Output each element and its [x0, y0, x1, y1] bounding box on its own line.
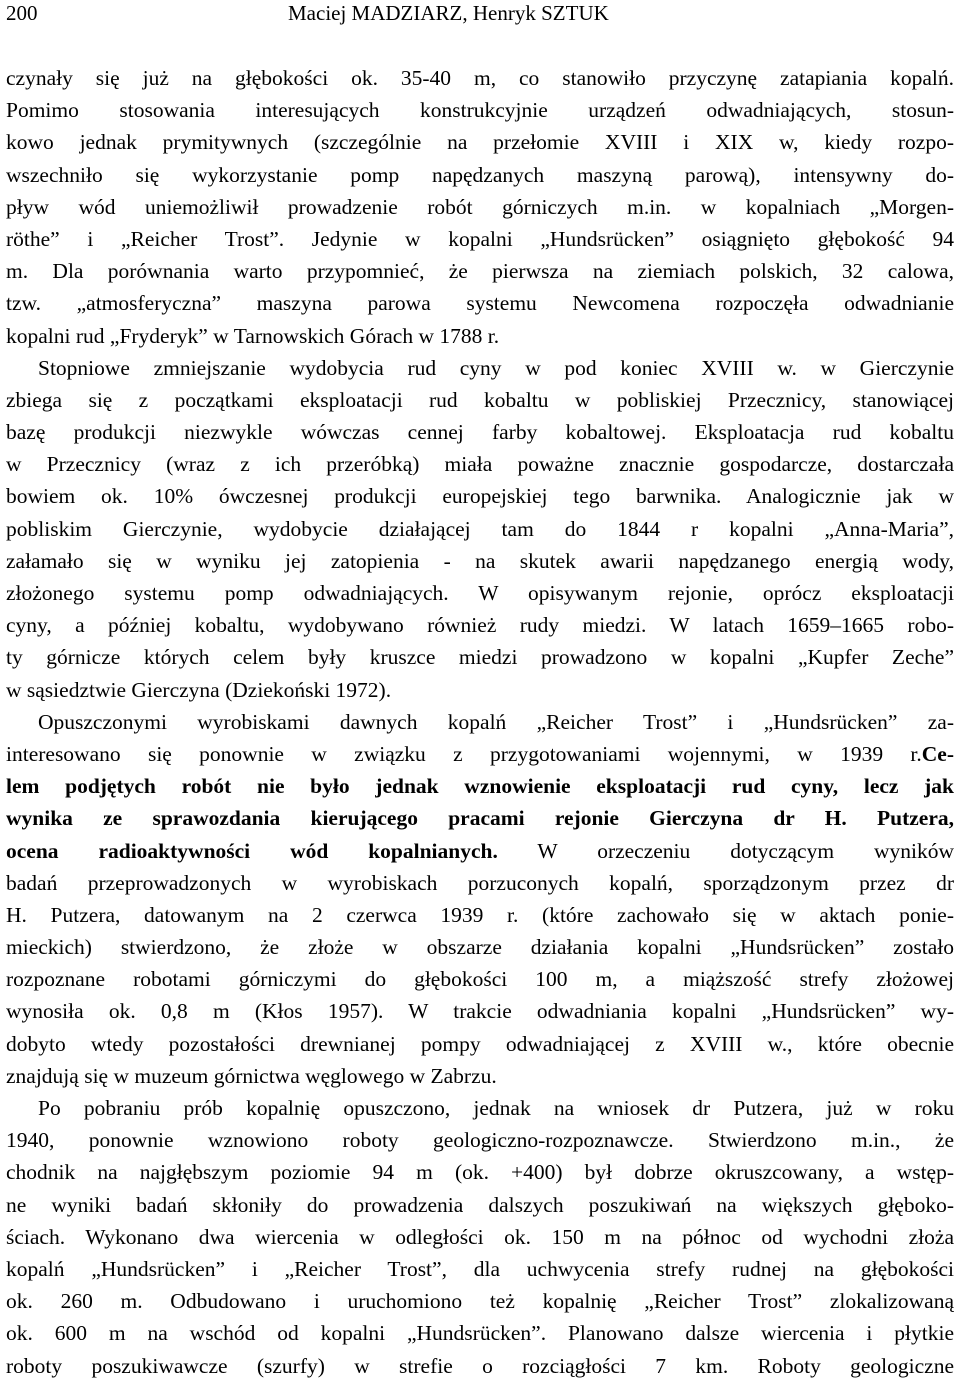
plain-text: złożonego systemu pomp odwadniających. W opisywanym rejonie, oprócz eksploatacji [6, 581, 954, 605]
text-line [6, 1124, 954, 1156]
text-line [6, 1156, 954, 1188]
text-line [6, 480, 954, 512]
text-line [6, 320, 954, 352]
text-line [6, 1028, 954, 1060]
text-line [6, 577, 954, 609]
plain-text: ok. 260 m. Odbudowano i uruchomiono też kopalnię „Reicher Trost” zlokalizowaną [6, 1289, 954, 1314]
plain-text: bazę produkcji niezwykle wówczas cennej farby kobaltowej. Eksploatacja rud kobaltu [6, 420, 954, 445]
bold-text: lem podjętych robót nie było jednak wznowienie eksploatacji rud cyny, lecz jak [6, 774, 954, 799]
text-line [6, 159, 954, 191]
text-line [6, 255, 954, 287]
plain-text: ściach. Wykonano dwa wiercenia w odległości ok. 150 m na północ od wychodni złoża [6, 1224, 954, 1249]
plain-text: wynosiła ok. 0,8 m (Kłos 1957). W trakcie odwadniania kopalni „Hundsrücken” wy- [6, 999, 954, 1024]
plain-text: Stopniowe zmniejszanie wydobycia rud cyny w pod koniec XVIII w. w Gierczynie [38, 355, 954, 380]
plain-text: Pomimo stosowania interesujących konstrukcyjnie urządzeń odwadniających, stosun- [6, 98, 954, 123]
text-line [6, 126, 954, 158]
plain-text: kopalni rud „Fryderyk” w Tarnowskich Górach w 1788 r. [6, 323, 500, 348]
text-line [6, 1317, 954, 1349]
plain-text: załamało się w wyniku jej zatopienia - na skutek awarii napędzanego energią wody, [6, 548, 954, 573]
bold-text: wynika ze sprawozdania kierującego pracami rejonie Gierczyna dr H. Putzera, [6, 806, 954, 831]
plain-text: dobyto wtedy pozostałości drewnianej pompy odwadniającej z XVIII w., które obecnie [6, 1031, 954, 1056]
plain-text: kowo jednak prymitywnych (szczególnie na przełomie XVIII i XIX w, kiedy rozpo- [6, 130, 954, 155]
plain-text: czynały się już na głębokości ok. 35-40 m, co stanowiło przyczynę zatapiania kopalń. [6, 66, 954, 90]
plain-text: pływ wód uniemożliwił prowadzenie robót górniczych m.in. w kopalniach „Morgen- [6, 194, 954, 219]
running-header [6, 0, 954, 26]
plain-text: badań przeprowadzonych w wyrobiskach porzuconych kopalń, sporządzonym przez dr [6, 870, 954, 895]
plain-text: bowiem ok. 10% ówczesnej produkcji europejskiej tego barwnika. Analogicznie jak w [6, 484, 954, 509]
plain-text: w Przecznicy (wraz z ich przeróbką) miała poważne znacznie gospodarcze, dostarczała [6, 452, 954, 477]
text-line [6, 899, 954, 931]
plain-text: ok. 600 m na wschód od kopalni „Hundsrücken”. Planowano dalsze wiercenia i płytkie [6, 1321, 954, 1346]
plain-text: cyny, a później kobaltu, wydobywano również rudy miedzi. W latach 1659–1665 robo- [6, 613, 954, 638]
plain-text: kopalń „Hundsrücken” i „Reicher Trost”, dla uchwycenia strefy rudnej na głębokości [6, 1256, 954, 1281]
body-text [6, 62, 954, 1382]
text-line [6, 867, 954, 899]
plain-text: H. Putzera, datowanym na 2 czerwca 1939 r. (które zachowało się w aktach ponie- [6, 902, 954, 927]
page-number: 200 [6, 1, 38, 25]
plain-text: zbiega się z początkami eksploatacji rud kobaltu w pobliskiej Przecznicy, stanowiącej [6, 387, 954, 412]
bold-text: Ce- [921, 741, 954, 766]
header-authors: Maciej MADZIARZ, Henryk SZTUK [288, 1, 609, 25]
text-line [6, 674, 954, 706]
text-line [6, 513, 954, 545]
text-line [6, 416, 954, 448]
text-line [6, 1285, 954, 1317]
plain-text: m. Dla porównania warto przypomnieć, że pierwsza na ziemiach polskich, 32 calowa, [6, 259, 954, 284]
text-line [6, 1253, 954, 1285]
text-line [6, 738, 954, 770]
plain-text: pobliskim Gierczynie, wydobycie działającej tam do 1844 r kopalni „Anna-Maria”, [6, 516, 954, 541]
text-line [6, 191, 954, 223]
text-line [6, 545, 954, 577]
text-line [6, 609, 954, 641]
text-line [6, 931, 954, 963]
plain-text: 1940, ponownie wznowiono roboty geologiczno-rozpoznawcze. Stwierdzono m.in., że [6, 1128, 954, 1153]
plain-text: Opuszczonymi wyrobiskami dawnych kopalń „Reicher Trost” i „Hundsrücken” za- [38, 709, 954, 734]
text-line [6, 802, 954, 834]
text-line [6, 963, 954, 995]
text-line [6, 62, 954, 94]
text-line [6, 706, 954, 738]
plain-text: W orzeczeniu dotyczącym wyników [497, 838, 954, 863]
text-line [6, 835, 954, 867]
text-line [6, 1221, 954, 1253]
text-line [6, 641, 954, 673]
plain-text: w sąsiedztwie Gierczyna (Dziekoński 1972). [6, 677, 392, 702]
plain-text: rozpoznane robotami górniczymi do głębokości 100 m, a miąższość strefy złożowej [6, 967, 954, 992]
text-line [6, 1060, 954, 1092]
plain-text: znajdują się w muzeum górnictwa węglowego w Zabrzu. [6, 1063, 497, 1088]
plain-text: ne wyniki badań skłoniły do prowadzenia dalszych poszukiwań na większych głęboko- [6, 1192, 954, 1217]
text-line [6, 223, 954, 255]
plain-text: interesowano się ponownie w związku z przygotowaniami wojennymi, w 1939 r. [6, 741, 922, 766]
text-line [6, 1350, 954, 1382]
plain-text: mieckich) stwierdzono, że złoże w obszarze działania kopalni „Hundsrücken” zostało [6, 935, 954, 960]
text-line [6, 1092, 954, 1124]
plain-text: röthe” i „Reicher Trost”. Jedynie w kopalni „Hundsrücken” osiągnięto głębokość 94 [6, 226, 954, 251]
plain-text: roboty poszukiwawcze (szurfy) w strefie o rozciągłości 7 km. Roboty geologiczne [6, 1353, 954, 1378]
text-line [6, 770, 954, 802]
text-line [6, 1189, 954, 1221]
text-line [6, 352, 954, 384]
plain-text: chodnik na najgłębszym poziomie 94 m (ok. +400) był dobrze okruszcowany, a wstęp- [6, 1160, 954, 1185]
text-line [6, 94, 954, 126]
text-line [6, 995, 954, 1027]
plain-text: tzw. „atmosferyczna” maszyna parowa systemu Newcomena rozpoczęła odwadnianie [6, 291, 954, 316]
plain-text: ty górnicze których celem były kruszce miedzi prowadzono w kopalni „Kupfer Zeche” [6, 645, 954, 670]
plain-text: Po pobraniu prób kopalnię opuszczono, jednak na wniosek dr Putzera, już w roku [38, 1096, 954, 1120]
bold-text: ocena radioaktywności wód kopalnianych. [6, 838, 498, 863]
plain-text: wszechniło się wykorzystanie pomp napędzanych maszyną parową), intensywny do- [6, 162, 954, 187]
text-line [6, 287, 954, 319]
text-line [6, 448, 954, 480]
text-line [6, 384, 954, 416]
